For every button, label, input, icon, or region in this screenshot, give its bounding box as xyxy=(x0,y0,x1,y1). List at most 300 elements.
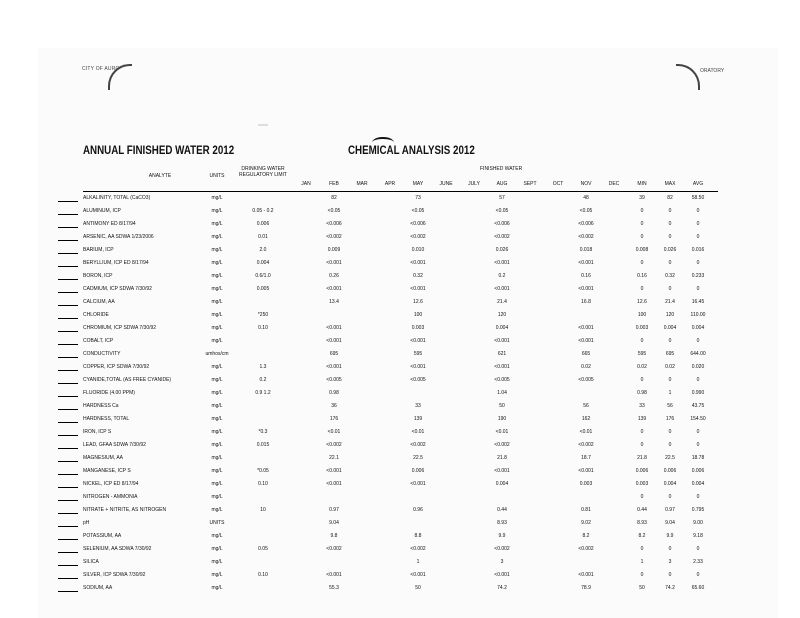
limit-cell: *0.05 xyxy=(257,468,269,474)
value-cell-avg: 0 xyxy=(696,442,700,448)
value-cell-max: 9.9 xyxy=(666,533,674,539)
scan-mark xyxy=(258,124,268,126)
limit-cell: 0.004 xyxy=(256,260,270,266)
units-cell: mg/L xyxy=(211,312,223,318)
month-header-july: JULY xyxy=(468,181,480,187)
value-cell-may: <0.002 xyxy=(410,234,426,240)
value-cell-aug: 190 xyxy=(497,416,507,422)
units-cell: mg/L xyxy=(211,299,223,305)
value-cell-aug: 3 xyxy=(500,559,504,565)
value-cell-feb: <0.001 xyxy=(326,481,342,487)
value-cell-may: <0.001 xyxy=(410,260,426,266)
value-cell-max: 3 xyxy=(668,559,672,565)
value-cell-nov: <0.002 xyxy=(578,234,594,240)
value-cell-min: 0.003 xyxy=(635,481,649,487)
value-cell-max: 0.97 xyxy=(665,507,675,513)
analyte-cell: pH xyxy=(83,520,90,526)
value-cell-feb: 55.3 xyxy=(329,585,339,591)
value-cell-nov: 665 xyxy=(581,351,591,357)
top-margin xyxy=(0,0,800,48)
value-cell-may: 8.8 xyxy=(414,533,422,539)
analyte-cell: MANGANESE, ICP S xyxy=(83,468,131,474)
value-cell-feb: <0.001 xyxy=(326,338,342,344)
value-cell-avg: 9.18 xyxy=(693,533,703,539)
analyte-cell: NITROGEN - AMMONIA xyxy=(83,494,138,500)
analyte-cell: NITRATE + NITRITE, AS NITROGEN xyxy=(83,507,167,513)
value-cell-nov: 0.003 xyxy=(579,481,593,487)
limit-cell: 2.0 xyxy=(259,247,267,253)
row-margin-tick xyxy=(58,448,78,449)
value-cell-min: 0.02 xyxy=(637,364,647,370)
value-cell-max: 9.04 xyxy=(665,520,675,526)
value-cell-min: 0 xyxy=(640,377,644,383)
units-cell: mg/L xyxy=(211,416,223,422)
value-cell-min: 0 xyxy=(640,234,644,240)
units-cell: mg/L xyxy=(211,533,223,539)
units-cell: mg/L xyxy=(211,403,223,409)
value-cell-aug: <0.005 xyxy=(494,377,510,383)
row-margin-tick xyxy=(58,214,78,215)
value-cell-avg: 0.004 xyxy=(691,481,705,487)
value-cell-may: <0.002 xyxy=(410,442,426,448)
header-rule xyxy=(83,191,718,192)
value-cell-feb: <0.001 xyxy=(326,286,342,292)
value-cell-aug: 621 xyxy=(497,351,507,357)
value-cell-aug: 21.4 xyxy=(497,299,507,305)
value-cell-feb: 9.04 xyxy=(329,520,339,526)
value-cell-may: <0.001 xyxy=(410,572,426,578)
value-cell-feb: 695 xyxy=(329,351,339,357)
value-cell-may: <0.002 xyxy=(410,546,426,552)
row-margin-tick xyxy=(58,565,78,566)
value-cell-avg: 0 xyxy=(696,338,700,344)
value-cell-min: 0 xyxy=(640,546,644,552)
value-cell-nov: 0.16 xyxy=(581,273,591,279)
units-cell: mg/L xyxy=(211,546,223,552)
units-cell: UNITS xyxy=(209,520,225,526)
value-cell-avg: 58.50 xyxy=(691,195,705,201)
value-cell-min: 0.98 xyxy=(637,390,647,396)
value-cell-min: 0 xyxy=(640,286,644,292)
value-cell-max: 0 xyxy=(668,208,672,214)
value-cell-nov: <0.001 xyxy=(578,468,594,474)
units-cell: mg/L xyxy=(211,338,223,344)
value-cell-avg: 0 xyxy=(696,494,700,500)
units-cell: mg/L xyxy=(211,559,223,565)
value-cell-nov: 0.81 xyxy=(581,507,591,513)
value-cell-avg: 0 xyxy=(696,221,700,227)
value-cell-avg: 43.75 xyxy=(691,403,705,409)
analyte-cell: ALKALINITY, TOTAL (CaCO3) xyxy=(83,195,151,201)
value-cell-feb: <0.05 xyxy=(327,208,341,214)
analyte-cell: POTASSIUM, AA xyxy=(83,533,122,539)
value-cell-aug: 74.2 xyxy=(497,585,507,591)
row-margin-tick xyxy=(58,318,78,319)
value-cell-avg: 0.004 xyxy=(691,325,705,331)
value-cell-feb: <0.002 xyxy=(326,442,342,448)
value-cell-avg: 0.020 xyxy=(691,364,705,370)
row-margin-tick xyxy=(58,227,78,228)
value-cell-min: 0.006 xyxy=(635,468,649,474)
value-cell-avg: 0 xyxy=(696,208,700,214)
value-cell-nov: <0.01 xyxy=(579,429,593,435)
row-margin-tick xyxy=(58,383,78,384)
limit-cell: 0.05 xyxy=(258,546,268,552)
value-cell-feb: 0.97 xyxy=(329,507,339,513)
limit-cell: 1.3 xyxy=(259,364,267,370)
value-cell-min: 0.008 xyxy=(635,247,649,253)
analyte-cell: CONDUCTIVITY xyxy=(83,351,121,357)
analyte-cell: IRON, ICP S xyxy=(83,429,112,435)
value-cell-max: 1 xyxy=(668,390,672,396)
value-cell-nov: 18.7 xyxy=(581,455,591,461)
report-subtitle: CHEMICAL ANALYSIS 2012 xyxy=(348,145,475,157)
value-cell-may: 0.006 xyxy=(411,468,425,474)
value-cell-nov: 9.02 xyxy=(581,520,591,526)
value-cell-aug: 0.44 xyxy=(497,507,507,513)
value-cell-aug: 120 xyxy=(497,312,507,318)
row-margin-tick xyxy=(58,591,78,592)
value-cell-min: 595 xyxy=(637,351,647,357)
value-cell-may: <0.01 xyxy=(411,429,425,435)
limit-cell: 0.015 xyxy=(256,442,270,448)
analyte-cell: NICKEL, ICP ED 8/17/94 xyxy=(83,481,139,487)
limit-cell: 0.006 xyxy=(256,221,270,227)
analyte-cell: SELENIUM, AA SDWA 7/30/92 xyxy=(83,546,152,552)
value-cell-aug: 21.8 xyxy=(497,455,507,461)
row-margin-tick xyxy=(58,201,78,202)
value-cell-avg: 110.00 xyxy=(690,312,706,318)
units-cell: mg/L xyxy=(211,286,223,292)
value-cell-nov: 78.9 xyxy=(581,585,591,591)
value-cell-min: 139 xyxy=(637,416,647,422)
value-cell-may: 73 xyxy=(415,195,421,201)
value-cell-max: 56 xyxy=(667,403,673,409)
value-cell-feb: <0.001 xyxy=(326,468,342,474)
value-cell-feb: <0.001 xyxy=(326,364,342,370)
value-cell-max: 22.5 xyxy=(665,455,675,461)
value-cell-may: <0.001 xyxy=(410,338,426,344)
month-header-feb: FEB xyxy=(329,181,339,187)
value-cell-max: 0 xyxy=(668,338,672,344)
value-cell-max: 0 xyxy=(668,546,672,552)
limit-cell: 0.6/1.0 xyxy=(255,273,271,279)
limit-cell: 0.10 xyxy=(258,572,268,578)
value-cell-min: 0 xyxy=(640,338,644,344)
limit-cell: 0.05 - 0.2 xyxy=(252,208,274,214)
value-cell-aug: 0.026 xyxy=(495,247,509,253)
analyte-cell: CADMIUM, ICP SDWA 7/30/92 xyxy=(83,286,152,292)
value-cell-may: <0.001 xyxy=(410,364,426,370)
row-margin-tick xyxy=(58,240,78,241)
analyte-cell: CHLORIDE xyxy=(83,312,109,318)
limit-cell: *0.3 xyxy=(258,429,268,435)
analyte-cell: SILICA xyxy=(83,559,99,565)
value-cell-avg: 0 xyxy=(696,546,700,552)
value-cell-may: <0.05 xyxy=(411,208,425,214)
value-cell-min: 0 xyxy=(640,221,644,227)
limit-cell: 0.2 xyxy=(259,377,267,383)
value-cell-avg: 154.50 xyxy=(690,416,706,422)
report-title: ANNUAL FINISHED WATER 2012 xyxy=(83,145,235,157)
value-cell-max: 176 xyxy=(665,416,675,422)
value-cell-min: 8.93 xyxy=(637,520,647,526)
value-cell-max: 0 xyxy=(668,572,672,578)
value-cell-feb: 0.98 xyxy=(329,390,339,396)
value-cell-aug: <0.001 xyxy=(494,364,510,370)
value-cell-avg: 2.33 xyxy=(693,559,703,565)
value-cell-avg: 0.990 xyxy=(691,390,705,396)
value-cell-avg: 0.016 xyxy=(691,247,705,253)
value-cell-min: 0 xyxy=(640,572,644,578)
value-cell-avg: 9.00 xyxy=(693,520,703,526)
value-cell-aug: <0.001 xyxy=(494,468,510,474)
value-cell-may: 12.6 xyxy=(413,299,423,305)
units-cell: mg/L xyxy=(211,481,223,487)
value-cell-aug: 50 xyxy=(499,403,505,409)
row-margin-tick xyxy=(58,526,78,527)
value-cell-may: 139 xyxy=(413,416,423,422)
value-cell-may: 33 xyxy=(415,403,421,409)
value-cell-nov: <0.001 xyxy=(578,338,594,344)
logo-right-text: ORATORY xyxy=(700,68,725,74)
value-cell-aug: <0.001 xyxy=(494,572,510,578)
value-cell-nov: 0.018 xyxy=(579,247,593,253)
value-cell-feb: <0.001 xyxy=(326,260,342,266)
row-margin-tick xyxy=(58,552,78,553)
value-cell-nov: <0.001 xyxy=(578,286,594,292)
value-cell-min: 39 xyxy=(639,195,645,201)
row-margin-tick xyxy=(58,578,78,579)
value-cell-min: 0 xyxy=(640,429,644,435)
value-cell-aug: <0.001 xyxy=(494,338,510,344)
value-cell-may: 0.96 xyxy=(413,507,423,513)
limit-cell: 10 xyxy=(260,507,266,513)
column-group-finished-water: FINISHED WATER xyxy=(480,166,523,172)
value-cell-max: 0 xyxy=(668,429,672,435)
value-cell-avg: 18.78 xyxy=(691,455,705,461)
row-margin-tick xyxy=(58,422,78,423)
value-cell-nov: 0.02 xyxy=(581,364,591,370)
value-cell-min: 0.003 xyxy=(635,325,649,331)
units-cell: mg/L xyxy=(211,208,223,214)
value-cell-min: 0 xyxy=(640,442,644,448)
analyte-cell: ANTIMONY ED 8/17/94 xyxy=(83,221,136,227)
value-cell-feb: 82 xyxy=(331,195,337,201)
units-cell: mg/L xyxy=(211,234,223,240)
row-margin-tick xyxy=(58,461,78,462)
value-cell-aug: 57 xyxy=(499,195,505,201)
value-cell-max: 0 xyxy=(668,494,672,500)
row-margin-tick xyxy=(58,279,78,280)
column-header-limit: DRINKING WATER REGULATORY LIMIT xyxy=(239,166,287,178)
value-cell-may: <0.005 xyxy=(410,377,426,383)
value-cell-may: 100 xyxy=(413,312,423,318)
value-cell-max: 74.2 xyxy=(665,585,675,591)
units-cell: mg/L xyxy=(211,494,223,500)
units-cell: mg/L xyxy=(211,273,223,279)
value-cell-aug: <0.002 xyxy=(494,546,510,552)
limit-cell: *250 xyxy=(257,312,269,318)
value-cell-aug: 0.004 xyxy=(495,325,509,331)
value-cell-feb: 176 xyxy=(329,416,339,422)
row-margin-tick xyxy=(58,409,78,410)
units-cell: umhos/cm xyxy=(205,351,229,357)
value-cell-may: 0.32 xyxy=(413,273,423,279)
month-header-apr: APR xyxy=(384,181,396,187)
units-cell: mg/L xyxy=(211,195,223,201)
month-header-dec: DEC xyxy=(608,181,620,187)
value-cell-max: 120 xyxy=(665,312,675,318)
value-cell-nov: <0.005 xyxy=(578,377,594,383)
value-cell-max: 82 xyxy=(667,195,673,201)
value-cell-aug: 1.04 xyxy=(497,390,507,396)
value-cell-max: 0 xyxy=(668,234,672,240)
value-cell-may: <0.001 xyxy=(410,481,426,487)
row-margin-tick xyxy=(58,253,78,254)
value-cell-max: 0.02 xyxy=(665,364,675,370)
value-cell-min: 21.8 xyxy=(637,455,647,461)
value-cell-avg: 644.00 xyxy=(690,351,706,357)
value-cell-nov: <0.006 xyxy=(578,221,594,227)
value-cell-avg: 0.006 xyxy=(691,468,705,474)
month-header-aug: AUG xyxy=(496,181,508,187)
value-cell-max: 0 xyxy=(668,442,672,448)
logo-left-text: CITY OF AURO xyxy=(82,66,120,72)
row-margin-tick xyxy=(58,500,78,501)
units-cell: mg/L xyxy=(211,377,223,383)
analyte-cell: CYANIDE,TOTAL (AS FREE CYANIDE) xyxy=(83,377,172,383)
month-header-may: MAY xyxy=(412,181,424,187)
value-cell-aug: 0.2 xyxy=(498,273,506,279)
row-margin-tick xyxy=(58,396,78,397)
value-cell-min: 33 xyxy=(639,403,645,409)
value-cell-avg: 0 xyxy=(696,572,700,578)
value-cell-feb: <0.001 xyxy=(326,325,342,331)
value-cell-may: 50 xyxy=(415,585,421,591)
value-cell-may: <0.006 xyxy=(410,221,426,227)
row-margin-tick xyxy=(58,474,78,475)
value-cell-nov: <0.05 xyxy=(579,208,593,214)
value-cell-avg: 0 xyxy=(696,260,700,266)
units-cell: mg/L xyxy=(211,247,223,253)
value-cell-feb: <0.002 xyxy=(326,234,342,240)
value-cell-nov: <0.001 xyxy=(578,260,594,266)
value-cell-may: 595 xyxy=(413,351,423,357)
row-margin-tick xyxy=(58,435,78,436)
value-cell-aug: <0.001 xyxy=(494,260,510,266)
value-cell-min: 50 xyxy=(639,585,645,591)
analyte-cell: MAGNESIUM, AA xyxy=(83,455,124,461)
month-header-min: MIN xyxy=(637,181,647,187)
value-cell-nov: 16.8 xyxy=(581,299,591,305)
value-cell-feb: 0.26 xyxy=(329,273,339,279)
analyte-cell: BERYLLIUM, ICP ED 8/17/94 xyxy=(83,260,149,266)
value-cell-min: 0.44 xyxy=(637,507,647,513)
value-cell-nov: <0.001 xyxy=(578,572,594,578)
row-margin-tick xyxy=(58,344,78,345)
value-cell-min: 0 xyxy=(640,208,644,214)
value-cell-min: 0 xyxy=(640,260,644,266)
value-cell-may: <0.001 xyxy=(410,286,426,292)
units-cell: mg/L xyxy=(211,468,223,474)
value-cell-may: 0.010 xyxy=(411,247,425,253)
units-cell: mg/L xyxy=(211,260,223,266)
value-cell-avg: 0 xyxy=(696,377,700,383)
value-cell-feb: <0.006 xyxy=(326,221,342,227)
value-cell-nov: 162 xyxy=(581,416,591,422)
value-cell-nov: 8.2 xyxy=(582,533,590,539)
value-cell-aug: <0.006 xyxy=(494,221,510,227)
analyte-cell: BARIUM, ICP xyxy=(83,247,114,253)
value-cell-nov: <0.002 xyxy=(578,442,594,448)
value-cell-aug: <0.002 xyxy=(494,234,510,240)
value-cell-may: 22.5 xyxy=(413,455,423,461)
value-cell-nov: <0.002 xyxy=(578,546,594,552)
value-cell-avg: 0.233 xyxy=(691,273,705,279)
analyte-cell: CHROMIUM, ICP SDWA 7/30/92 xyxy=(83,325,157,331)
value-cell-max: 0.026 xyxy=(663,247,677,253)
analyte-cell: ALUMINUM, ICP xyxy=(83,208,121,214)
value-cell-max: 21.4 xyxy=(665,299,675,305)
limit-cell: 0.10 xyxy=(258,325,268,331)
value-cell-avg: 16.45 xyxy=(691,299,705,305)
value-cell-min: 100 xyxy=(637,312,647,318)
month-header-jan: JAN xyxy=(301,181,311,187)
value-cell-feb: <0.005 xyxy=(326,377,342,383)
value-cell-max: 0.32 xyxy=(665,273,675,279)
value-cell-feb: 0.009 xyxy=(327,247,341,253)
row-margin-tick xyxy=(58,266,78,267)
units-cell: mg/L xyxy=(211,390,223,396)
value-cell-max: 0 xyxy=(668,286,672,292)
analyte-cell: HARDNESS Ca xyxy=(83,403,119,409)
value-cell-aug: <0.01 xyxy=(495,429,509,435)
value-cell-avg: 0 xyxy=(696,429,700,435)
value-cell-max: 0 xyxy=(668,260,672,266)
row-margin-tick xyxy=(58,513,78,514)
month-header-sept: SEPT xyxy=(523,181,537,187)
analyte-cell: SILVER, ICP SDWA 7/30/92 xyxy=(83,572,146,578)
analyte-cell: FLUORIDE (4.00 PPM) xyxy=(83,390,135,396)
value-cell-may: 1 xyxy=(416,559,420,565)
month-header-june: JUNE xyxy=(439,181,453,187)
value-cell-feb: 22.1 xyxy=(329,455,339,461)
month-header-mar: MAR xyxy=(356,181,368,187)
value-cell-may: 0.003 xyxy=(411,325,425,331)
value-cell-min: 8.2 xyxy=(638,533,646,539)
value-cell-avg: 0 xyxy=(696,234,700,240)
analyte-cell: HARDNESS, TOTAL xyxy=(83,416,130,422)
value-cell-aug: 8.93 xyxy=(497,520,507,526)
analyte-cell: ARSENIC, AA SDWA 1/23/2006 xyxy=(83,234,154,240)
value-cell-max: 0 xyxy=(668,221,672,227)
limit-cell: 0.10 xyxy=(258,481,268,487)
column-header-analyte: ANALYTE xyxy=(148,173,172,179)
month-header-max: MAX xyxy=(664,181,676,187)
value-cell-nov: 56 xyxy=(583,403,589,409)
value-cell-max: 0.004 xyxy=(663,481,677,487)
month-header-nov: NOV xyxy=(580,181,592,187)
analyte-cell: CALCIUM, AA xyxy=(83,299,115,305)
row-margin-tick xyxy=(58,357,78,358)
value-cell-feb: 9.8 xyxy=(330,533,338,539)
value-cell-nov: <0.001 xyxy=(578,325,594,331)
value-cell-aug: <0.001 xyxy=(494,286,510,292)
units-cell: mg/L xyxy=(211,572,223,578)
value-cell-min: 0 xyxy=(640,494,644,500)
analyte-cell: SODIUM, AA xyxy=(83,585,113,591)
